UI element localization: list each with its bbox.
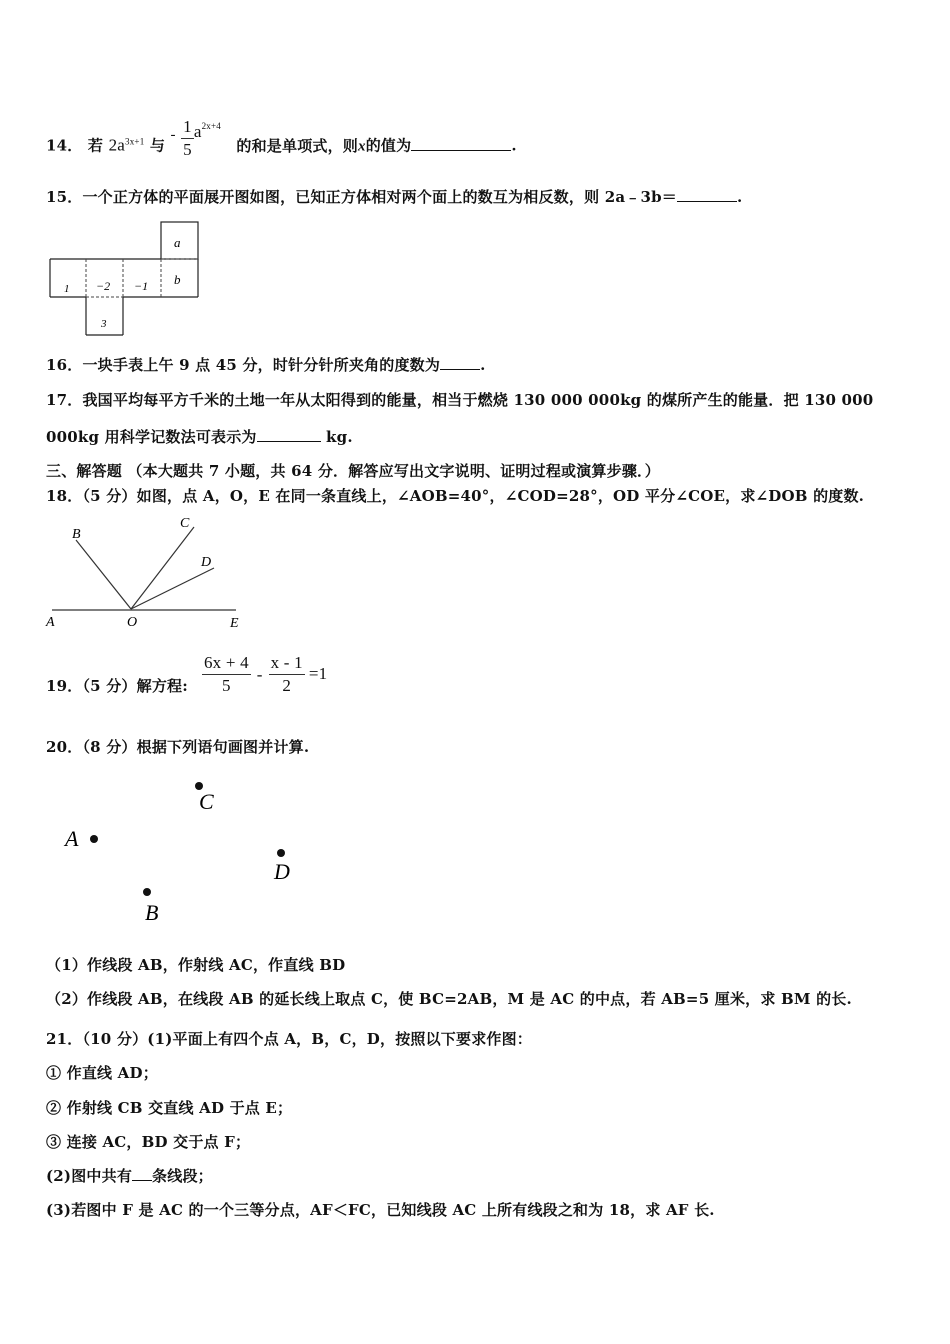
angle-figure: [46, 512, 256, 632]
q19-minus: -: [256, 664, 263, 684]
q14-var-x: x: [358, 138, 366, 155]
q19-label: 19．（5 分）解方程:: [46, 677, 188, 695]
section-3-heading: [46, 460, 660, 481]
q21-part2-b: 条线段；: [152, 1167, 213, 1185]
q14-term2-exponent: 2x+4: [201, 120, 221, 131]
q16-end: .: [480, 356, 486, 374]
net-cell-3: 3: [101, 318, 107, 330]
q15-text: 15．一个正方体的平面展开图如图，已知正方体相对两个面上的数互为相反数，则 2a﹣3b＝: [46, 188, 677, 206]
question-15: [46, 186, 742, 207]
point-D-dot: [277, 849, 285, 857]
q19-fraction-2: [269, 652, 305, 697]
q21-step-3: [46, 1131, 250, 1152]
q21-part2-blank[interactable]: [132, 1166, 152, 1181]
q21-part-2: [46, 1165, 213, 1186]
q14-answer-blank[interactable]: [411, 136, 511, 151]
q19-frac1-denominator: 5: [222, 676, 231, 695]
ray-OD: [131, 568, 214, 609]
q14-suffix-a: 的和是单项式，则: [236, 136, 359, 155]
q17-line2-b: kg.: [320, 428, 353, 446]
point-A-dot: [90, 835, 98, 843]
net-cell-b: b: [174, 272, 181, 287]
q21-step1-text: ① 作直线 AD；: [46, 1064, 158, 1082]
question-19: [46, 652, 327, 697]
points-figure: [60, 775, 320, 925]
q14-connector: 与: [149, 136, 166, 155]
q21-step-2: [46, 1097, 292, 1118]
label-A: A: [65, 826, 79, 851]
q21-step2-text: ② 作射线 CB 交直线 AD 于点 E；: [46, 1099, 293, 1117]
q21-part2-a: (2)图中共有: [46, 1167, 133, 1185]
q17-line2-a: 000kg 用科学记数法可表示为: [46, 428, 257, 446]
label-O: O: [127, 615, 138, 630]
q17-line1: 17．我国平均每平方千米的土地一年从太阳得到的能量，相当于燃烧 130 000 000kg 的煤所产生的能量．把 130 000: [46, 391, 874, 409]
question-16: [46, 354, 486, 375]
q21-part3-text: (3)若图中 F 是 AC 的一个三等分点，AF＜FC，已知线段 AC 上所有线段之和为 18，求 AF 长.: [46, 1201, 715, 1219]
q14-term1-exponent: 3x+1: [125, 136, 145, 147]
net-cell-a: a: [174, 235, 181, 250]
q19-frac2-denominator: 2: [282, 676, 292, 695]
label-B: B: [72, 527, 81, 542]
q15-answer-blank[interactable]: [677, 187, 737, 202]
question-21: [46, 1028, 532, 1049]
question-17-line2: [46, 426, 353, 447]
q14-term2-sign: -: [170, 126, 176, 143]
q14-number: 14．: [46, 136, 83, 155]
q14-prefix: 若: [87, 136, 104, 155]
q15-end: .: [736, 188, 743, 206]
label-D: D: [274, 859, 290, 884]
label-C: C: [180, 516, 190, 531]
q14-suffix-b: 的值为: [365, 136, 412, 155]
q14-term1: 2a: [108, 135, 126, 155]
q20-part-1: [46, 954, 345, 975]
q16-answer-blank[interactable]: [440, 355, 480, 370]
ray-OC: [131, 527, 194, 609]
label-A: A: [46, 615, 55, 630]
q19-frac2-numerator: x - 1: [269, 652, 305, 675]
q20-part1-text: （1）作线段 AB，作射线 AC，作直线 BD: [46, 956, 346, 974]
q20-text: 20．（8 分）根据下列语句画图并计算.: [46, 738, 310, 756]
point-B-dot: [143, 888, 151, 896]
q14-term2-numerator: 1: [181, 116, 194, 139]
q19-fraction-1: [202, 652, 251, 697]
label-C: C: [199, 789, 214, 814]
net-cell-1: 1: [64, 283, 70, 295]
q14-end: .: [511, 136, 517, 155]
q20-part-2: [46, 988, 852, 1009]
question-14: [46, 117, 517, 169]
q21-step-1: [46, 1062, 158, 1083]
q21-part-3: [46, 1199, 715, 1220]
net-cell-neg2: −2: [96, 279, 111, 293]
question-17-line1: [46, 389, 873, 410]
question-20: [46, 736, 309, 757]
question-18: [46, 485, 864, 506]
label-B: B: [145, 900, 159, 925]
q19-rhs: =1: [308, 663, 328, 683]
q14-term2-var: a: [193, 121, 202, 141]
q14-term2-denominator: 5: [183, 140, 192, 159]
q17-answer-blank[interactable]: [257, 427, 321, 442]
q14-term2-fraction: [181, 116, 194, 161]
label-D: D: [201, 555, 212, 570]
q18-text: 18．（5 分）如图，点 A，O，E 在同一条直线上，∠AOB=40°，∠COD=28°，OD 平分∠COE，求∠DOB 的度数.: [46, 487, 865, 505]
q16-text: 16．一块手表上午 9 点 45 分，时针分针所夹角的度数为: [46, 356, 441, 374]
cube-net-figure: [48, 220, 208, 340]
q19-frac1-numerator: 6x + 4: [202, 652, 251, 675]
q21-step3-text: ③ 连接 AC，BD 交于点 F；: [46, 1133, 251, 1151]
ray-OB: [76, 540, 131, 609]
label-E: E: [230, 616, 239, 631]
net-cell-neg1: −1: [134, 279, 149, 293]
section-3-heading-text: 三、解答题 （本大题共 7 小题，共 64 分．解答应写出文字说明、证明过程或演算步骤．）: [46, 462, 660, 480]
q20-part2-text: （2）作线段 AB，在线段 AB 的延长线上取点 C，使 BC=2AB，M 是 AC 的中点，若 AB=5 厘米，求 BM 的长.: [46, 990, 852, 1008]
q21-line1: 21．（10 分）(1)平面上有四个点 A，B，C，D，按照以下要求作图：: [46, 1030, 532, 1048]
